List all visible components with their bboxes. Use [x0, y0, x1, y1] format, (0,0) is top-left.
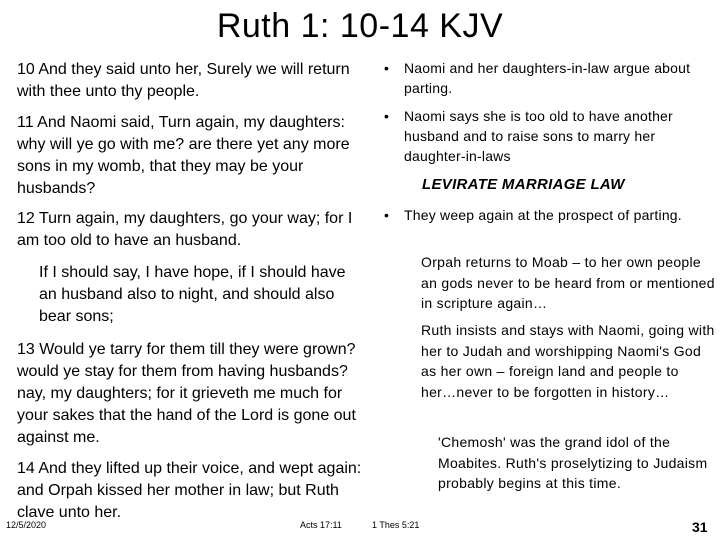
verse-14: 14 And they lifted up their voice, and wept again: and Orpah kissed her mother in law; but Ruth clave unto her. — [17, 460, 362, 521]
verse-10: 10 And they said unto her, Surely we will return with thee unto thy people. — [17, 61, 350, 100]
note-orpah: Orpah returns to Moab – to her own people an gods never to be heard from or mentioned in scripture again… — [421, 254, 715, 311]
bullet-item — [384, 205, 709, 225]
bullet-item — [384, 106, 709, 166]
verse-12: 12 Turn again, my daughters, go your way; for I am too old to have an husband. — [17, 210, 353, 249]
note-chemosh: 'Chemosh' was the grand idol of the Moabites. Ruth's proselytizing to Judaism probably begins at this time. — [438, 434, 708, 491]
slide-title: Ruth 1: 10-14 KJV — [216, 7, 504, 45]
bullet-text: Naomi and her daughters-in-law argue about parting. — [404, 60, 691, 96]
verse-13: 13 Would ye tarry for them till they were grown? would ye stay for them from having husbands? nay, my daughters; for it grieveth me much for your sakes that the hand of the Lord is gone out against me. — [17, 341, 356, 446]
note-ruth: Ruth insists and stays with Naomi, going with her to Judah and worshipping Naomi's God as her own – foreign land and people to her…never to be forgotten in history… — [421, 322, 715, 400]
bullet-dot: • — [384, 207, 390, 223]
footer-date: 12/5/2020 — [6, 520, 47, 530]
verse-11: 11 And Naomi said, Turn again, my daughters: why will ye go with me? are there yet any more sons in my womb, that they may be your husbands? — [17, 114, 350, 197]
page-number: 31 — [692, 519, 708, 535]
verse-12-continued: If I should say, I have hope, if I should have an husband also to night, and should also bear sons; — [39, 264, 346, 325]
footer-ref-thes: 1 Thes 5:21 — [372, 520, 420, 530]
bullet-text: They weep again at the prospect of parting. — [404, 207, 682, 223]
levirate-heading: LEVIRATE MARRIAGE LAW — [422, 176, 625, 193]
bullet-text: Naomi says she is too old to have another husband and to raise sons to marry her daughter-in-laws — [404, 108, 673, 164]
bullet-dot: • — [384, 60, 390, 76]
footer-ref-acts: Acts 17:11 — [300, 520, 342, 530]
bullet-dot: • — [384, 108, 390, 124]
bullet-item — [384, 58, 709, 98]
